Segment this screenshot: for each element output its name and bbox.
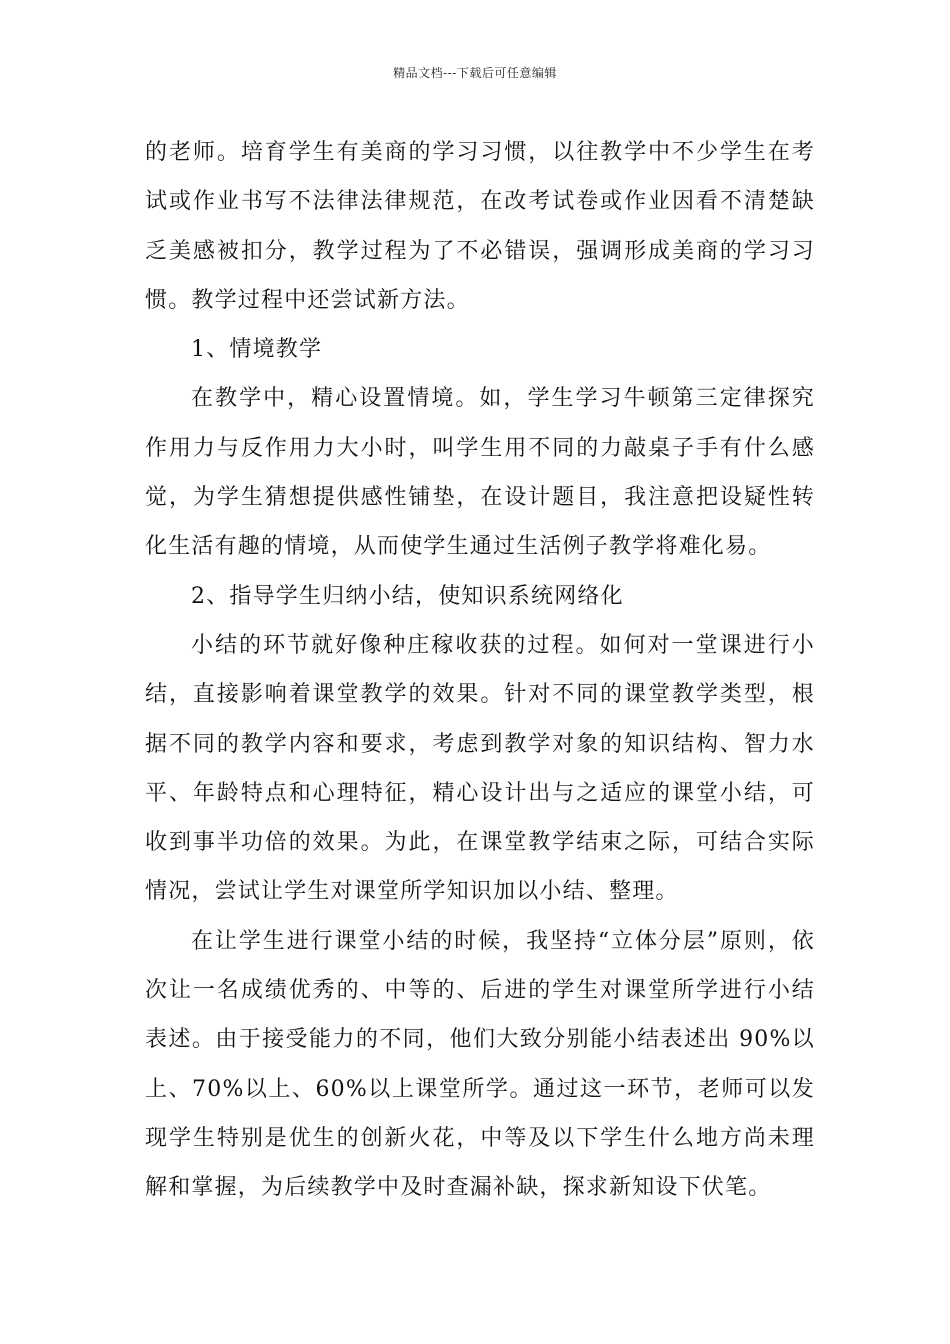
paragraph-layered-summary: 在让学生进行课堂小结的时候，我坚持“立体分层”原则，依次让一名成绩优秀的、中等的、后进的学生对课堂所学进行小结表述。由于接受能力的不同，他们大致分别能小结表述出 90%以上、70%以上、60%以上课堂所学。通过这一环节，老师可以发现学生特别是优生的创新火花，中等及以下学生什么地方尚未理解和掌握，为后续教学中及时查漏补缺，探求新知设下伏笔。 xyxy=(145,928,815,1201)
paragraph-situational-teaching: 在教学中，精心设置情境。如，学生学习牛顿第三定律探究作用力与反作用力大小时，叫学生用不同的力敲桌子手有什么感觉，为学生猜想提供感性铺垫，在设计题目，我注意把设疑性转化生活有趣的情境，从而使学生通过生活例子教学将难化易。 xyxy=(145,386,815,560)
paragraph-continuation: 的老师。培育学生有美商的学习习惯，以往教学中不少学生在考试或作业书写不法律法律规范，在改考试卷或作业因看不清楚缺乏美感被扣分，教学过程为了不必错误，强调形成美商的学习习惯。教学过程中还尝试新方法。 xyxy=(145,140,815,313)
heading-summary-guidance: 2、指导学生归纳小结，使知识系统网络化 xyxy=(191,583,624,609)
paragraph-summary-guidance: 小结的环节就好像种庄稼收获的过程。如何对一堂课进行小结，直接影响着课堂教学的效果。针对不同的课堂教学类型，根据不同的教学内容和要求，考虑到教学对象的知识结构、智力水平、年龄特点和心理特征，精心设计出与之适应的课堂小结，可收到事半功倍的效果。为此，在课堂教学结束之际，可结合实际情况，尝试让学生对课堂所学知识加以小结、整理。 xyxy=(145,632,815,905)
document-body xyxy=(145,128,815,1213)
heading-situational-teaching: 1、情境教学 xyxy=(191,337,323,363)
page-header: 精品文档---下载后可任意编辑 xyxy=(393,66,557,80)
